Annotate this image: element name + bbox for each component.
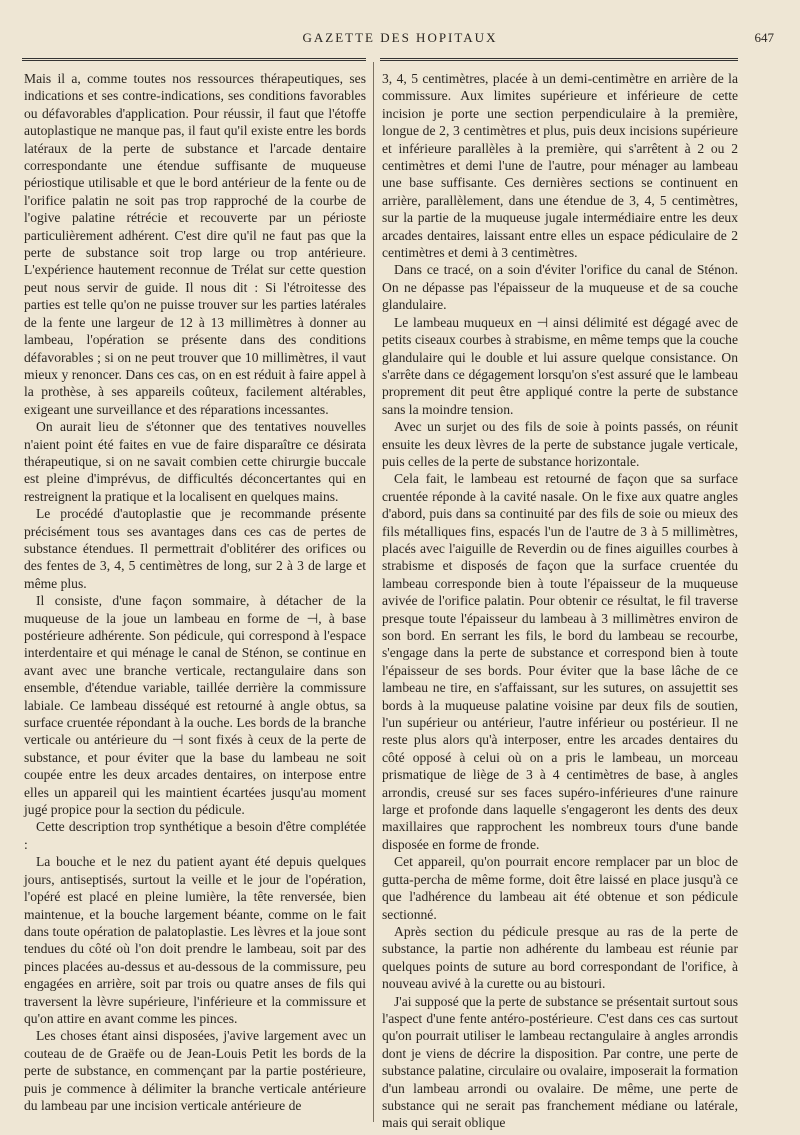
left-column	[24, 70, 366, 1114]
paragraph: Le procédé d'autoplastie que je recommande présente précisément tous ses avantages dans ces cas de pertes de substance étendues. Il permettrait d'oblitérer des orifices ou des fentes de 3, 4, 5 centimètres de long, sur 2 à 3 de large et même plus.	[24, 506, 366, 591]
paragraph: Il consiste, d'une façon sommaire, à détacher de la muqueuse de la joue un lambeau en forme de ⊣, à base postérieure adhérente. Son pédicule, qui correspond à l'espace interdentaire et qui ménage le canal de Sténon, se continue en avant avec une branche verticale, rectangulaire dans son ensemble, d'étendue variable, taillée derrière la commissure labiale. Ce lambeau disséqué est retourné à angle obtus, sa surface cruentée répondant à la ouche. Les bords de la branche verticale ou antérieure du ⊣ sont fixés à ceux de la perte de substance, et pour éviter que la base du lambeau ne soit coupée entre les deux arcades dentaires, on interpose entre elles un appareil qui les maintient écartées jusqu'au moment jugé propice pour la section du pédicule.	[24, 593, 366, 818]
page-header	[20, 30, 780, 52]
paragraph: Mais il a, comme toutes nos ressources thérapeutiques, ses indications et ses contre-indications, ses conditions favorables ou défavorables d'application. Pour réussir, il faut que l'étoffe autoplastique ne manque pas, il faut qu'il existe entre les bords latéraux de la perte de substance et l'arcade dentaire correspondante une étendue suffisante de muqueuse périostique utilisable et que le bord antérieur de la fente ou de l'orifice palatin ne soit pas trop rapproché de la courbe de l'ogive palatine rétrécie et recouverte par un périoste particulièrement adhérent. C'est dire qu'il ne faut pas que la perte de substance soit trop large ou trop antérieure. L'expérience hautement reconnue de Trélat sur cette question peut nous servir de guide. Il nous dit : Si l'étroitesse des parties est telle qu'on ne puisse trouver sur les parties latérales de la fente une largeur de 12 à 13 millimètres à donner au lambeau, l'opération se présente dans des conditions défavorables ; si on ne peut trouver que 10 millimètres, il vaut mieux y renoncer. Dans ces cas, on en est réduit à faire appel à la prothèse, à ses appareils coûteux, facilement altérables, exigeant une surveillance et des réparations incessantes.	[24, 71, 366, 417]
paragraph: On aurait lieu de s'étonner que des tentatives nouvelles n'aient point été faites en vue de faire disparaître ce désirata thérapeutique, si on ne savait combien cette chirurgie buccale est pleine d'imprévus, de difficultés déconcertantes qui en restreignent la pratique et la localisent en quelques mains.	[24, 419, 366, 504]
paragraph: La bouche et le nez du patient ayant été depuis quelques jours, antiseptisés, surtout la veille et le jour de l'opération, l'opéré est placé en pleine lumière, la tête renversée, bien maintenue, et la bouche largement béante, comme on le fait dans toute opération de palatoplastie. Les lèvres et la joue sont tendues du côté où l'on doit prendre le lambeau, soit par des pinces placées au-dessus et au-dessous de la commissure, peu engagées en arrière, soit par trois ou quatre anses de fils qui traversent la lèvre supérieure, l'inférieure et la commissure et qu'on attire en avant comme les pinces.	[24, 854, 366, 1026]
top-rule-right	[380, 58, 738, 61]
top-rule-left	[22, 58, 366, 61]
paragraph: Les choses étant ainsi disposées, j'avive largement avec un couteau de de Graëfe ou de Jean-Louis Petit les bords de la perte de substance, en commençant par la partie postérieure, puis je commence à délimiter la branche verticale antérieure du lambeau par une incision verticale antérieure de	[24, 1028, 366, 1113]
paragraph: Après section du pédicule presque au ras de la perte de substance, la partie non adhérente du lambeau est réunie par quelques points de suture au bord correspondant de l'orifice, à nouveau avivé à la curette ou au bistouri.	[382, 923, 738, 992]
column-divider	[373, 62, 374, 1122]
paragraph: Cela fait, le lambeau est retourné de façon que sa surface cruentée réponde à la cavité nasale. On le fixe aux quatre angles d'abord, puis dans sa continuité par des fils de soie ou mieux des fils métalliques fins, espacés l'un de l'autre de 3 à 5 millimètres, placés avec l'aiguille de Reverdin ou de fines aiguilles courbes à strabisme et disposés de façon que la surface cruentée du lambeau corresponde bien à toute l'épaisseur de la muqueuse avivée de l'orifice palatin. Pour obtenir ce résultat, le fil traverse presque toute l'épaisseur du lambeau à 3 millimètres environ de son bord. En serrant les fils, le bord du lambeau se recourbe, s'engage dans la perte de substance et correspond bien à toute l'épaisseur de ses bords. Pour éviter que la base lâche de ce lambeau ne tire, en s'affaissant, sur les sutures, on assujettit ses bords à la muqueuse palatine voisine par deux fils de soutien, l'un supérieur ou antérieur, l'autre inférieur ou postérieur. Il ne reste plus alors qu'à interposer, entre les arcades dentaires du côté opposé à celui où on a pris le lambeau, un morceau prismatique de liège de 3 à 4 centimètres de base, à angles arrondis, creusé sur ses faces supéro-inférieures d'une rainure large et profonde dans laquelle s'engageront les dents des deux maxillaires que rapprochent les nombreux tours d'une bande disposée en forme de fronde.	[382, 471, 738, 852]
paragraph: J'ai supposé que la perte de substance se présentait surtout sous l'aspect d'une fente antéro-postérieure. C'est dans ces cas surtout qu'on pourrait utiliser le lambeau rectangulaire à angles arrondis dont je viens de décrire la disposition. Par contre, une perte de substance palatine, circulaire ou ovalaire, imposerait la formation d'un lambeau arrondi ou ovalaire. De même, une perte de substance qui ne serait pas franchement médiane ou latérale, mais qui serait oblique	[382, 993, 738, 1131]
right-column	[382, 70, 738, 1132]
paragraph: Le lambeau muqueux en ⊣ ainsi délimité est dégagé avec de petits ciseaux courbes à strabisme, en même temps que la couche glandulaire qui le double et lui assure quelque consistance. On s'arrête dans ce dégagement lorsqu'on s'est assuré que le lambeau proprement dit peut être appliqué contre la perte de substance sans la moindre tension.	[382, 314, 738, 417]
paragraph: Cet appareil, qu'on pourrait encore remplacer par un bloc de gutta-percha de même forme, doit être laissé en place jusqu'à ce que l'adhérence du lambeau ait été obtenue et son pédicule sectionné.	[382, 854, 738, 922]
paragraph: Avec un surjet ou des fils de soie à points passés, on réunit ensuite les deux lèvres de la perte de substance jugale verticale, puis celles de la perte de substance horizontale.	[382, 419, 738, 469]
paragraph: 3, 4, 5 centimètres, placée à un demi-centimètre en arrière de la commissure. Aux limites supérieure et inférieure de cette incision je porte une section perpendiculaire à la première, longue de 2, 3 centimètres et plus, puis deux incisions supérieure et inférieure parallèles à la première, qui s'arrêtent à 2 ou 2 centimètres et demi l'une de l'autre, pour ménager au lambeau une base suffisante. Ces dernières sections se continuent en arrière, parallèlement, dans une étendue de 3, 4, 5 centimètres, sur la partie de la muqueuse jugale intermédiaire entre les deux arcades dentaires, laissant entre elles un espace pédiculaire de 2 centimètres et demi à 3 centimètres.	[382, 71, 738, 261]
page-number: 647	[754, 30, 774, 45]
paragraph: Dans ce tracé, on a soin d'éviter l'orifice du canal de Sténon. On ne dépasse pas l'épaisseur de la muqueuse et de sa couche glandulaire.	[382, 262, 738, 313]
paragraph: Cette description trop synthétique a besoin d'être complétée :	[24, 819, 366, 852]
running-title: GAZETTE DES HOPITAUX	[302, 30, 498, 45]
